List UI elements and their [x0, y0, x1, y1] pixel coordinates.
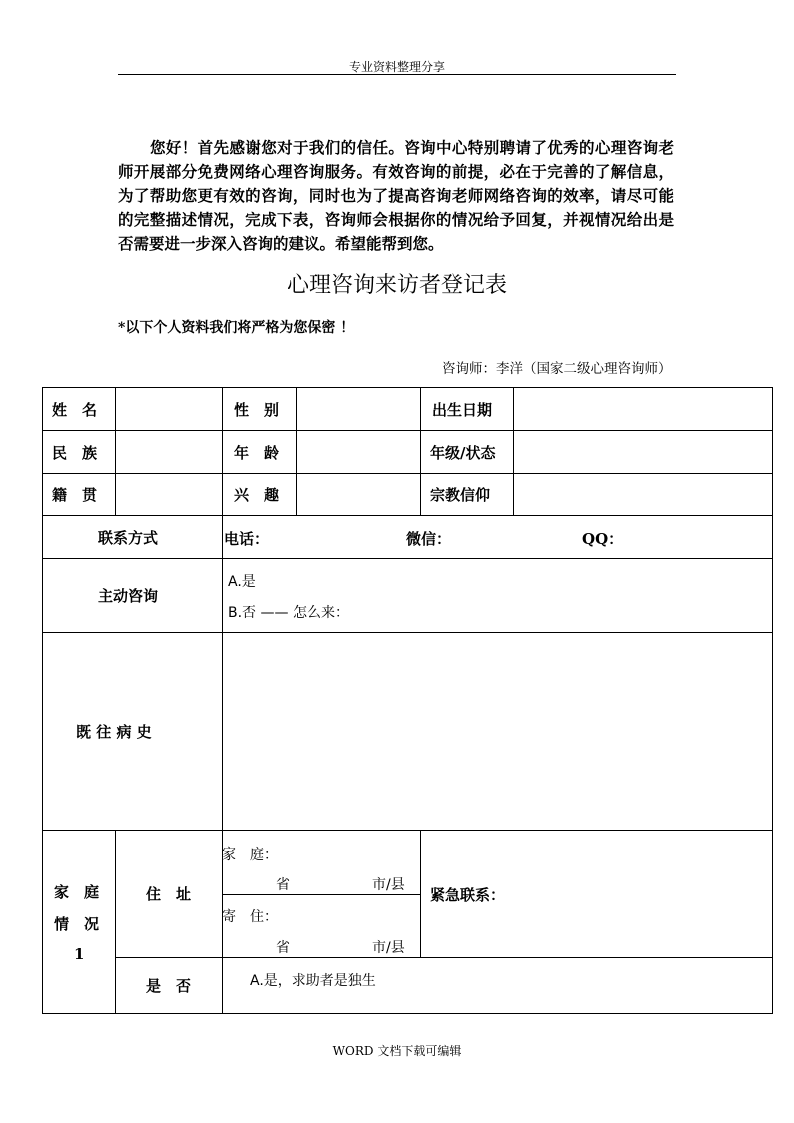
table-border [43, 388, 773, 1014]
grade-status-label: 年级/状态 [430, 444, 496, 462]
medical-history-label: 既 往 病 史 [76, 723, 152, 741]
family-label-line3: 1 [74, 945, 85, 963]
lodging-province-label: 省 [276, 940, 290, 956]
only-child-option-a: A.是，求助者是独生 [250, 973, 376, 989]
gender-label: 性 别 [234, 401, 280, 419]
counselor-credit: 咨询师：李洋（国家二级心理咨询师） [442, 361, 672, 377]
family-label-line2: 情 况 [54, 915, 100, 933]
qq-label: QQ： [582, 530, 624, 548]
phone-label: 电话： [224, 530, 270, 548]
home-province-label: 省 [276, 877, 290, 893]
address-label: 住 址 [146, 885, 192, 903]
only-child-label: 是 否 [146, 977, 192, 995]
active-consult-label: 主动咨询 [98, 587, 159, 605]
intro-text: 您好！首先感谢您对于我们的信任。咨询中心特别聘请了优秀的心理咨询老师开展部分免费网络心理咨询服务。有效咨询的前提，必在于完善的了解信息，为了帮助您更有效的咨询，同时也为了提高咨询老师网络咨询的效率，请尽可能的完整描述情况，完成下表，咨询师会根据你的情况给予回复，并视情况给出是否需要进一步深入咨询的建议。希望能帮到您。 [118, 138, 674, 253]
birth-date-label: 出生日期 [432, 401, 493, 419]
lodging-city-label: 市/县 [372, 940, 405, 956]
interest-label: 兴 趣 [234, 486, 280, 504]
active-option-b: B.否 —— 怎么来： [228, 605, 349, 621]
emergency-contact-label: 紧急联系： [430, 886, 506, 904]
religion-label: 宗教信仰 [430, 486, 491, 504]
ethnicity-label: 民 族 [52, 444, 98, 462]
form-title: 心理咨询来访者登记表 [286, 273, 507, 298]
home-city-label: 市/县 [372, 877, 405, 893]
page-header: 专业资料整理分享 [348, 60, 445, 74]
age-label: 年 龄 [234, 444, 280, 462]
privacy-note: *以下个人资料我们将严格为您保密 ！ [118, 320, 355, 336]
page-footer: WORD 文档下载可编辑 [332, 1044, 462, 1058]
family-label-line1: 家 庭 [54, 883, 100, 901]
wechat-label: 微信： [406, 530, 452, 548]
home-address-label: 家 庭： [222, 847, 278, 863]
contact-label: 联系方式 [98, 529, 159, 547]
name-label: 姓 名 [52, 401, 98, 419]
hometown-label: 籍 贯 [52, 486, 98, 504]
lodging-address-label: 寄 住： [222, 909, 278, 925]
active-option-a: A.是 [228, 574, 256, 590]
